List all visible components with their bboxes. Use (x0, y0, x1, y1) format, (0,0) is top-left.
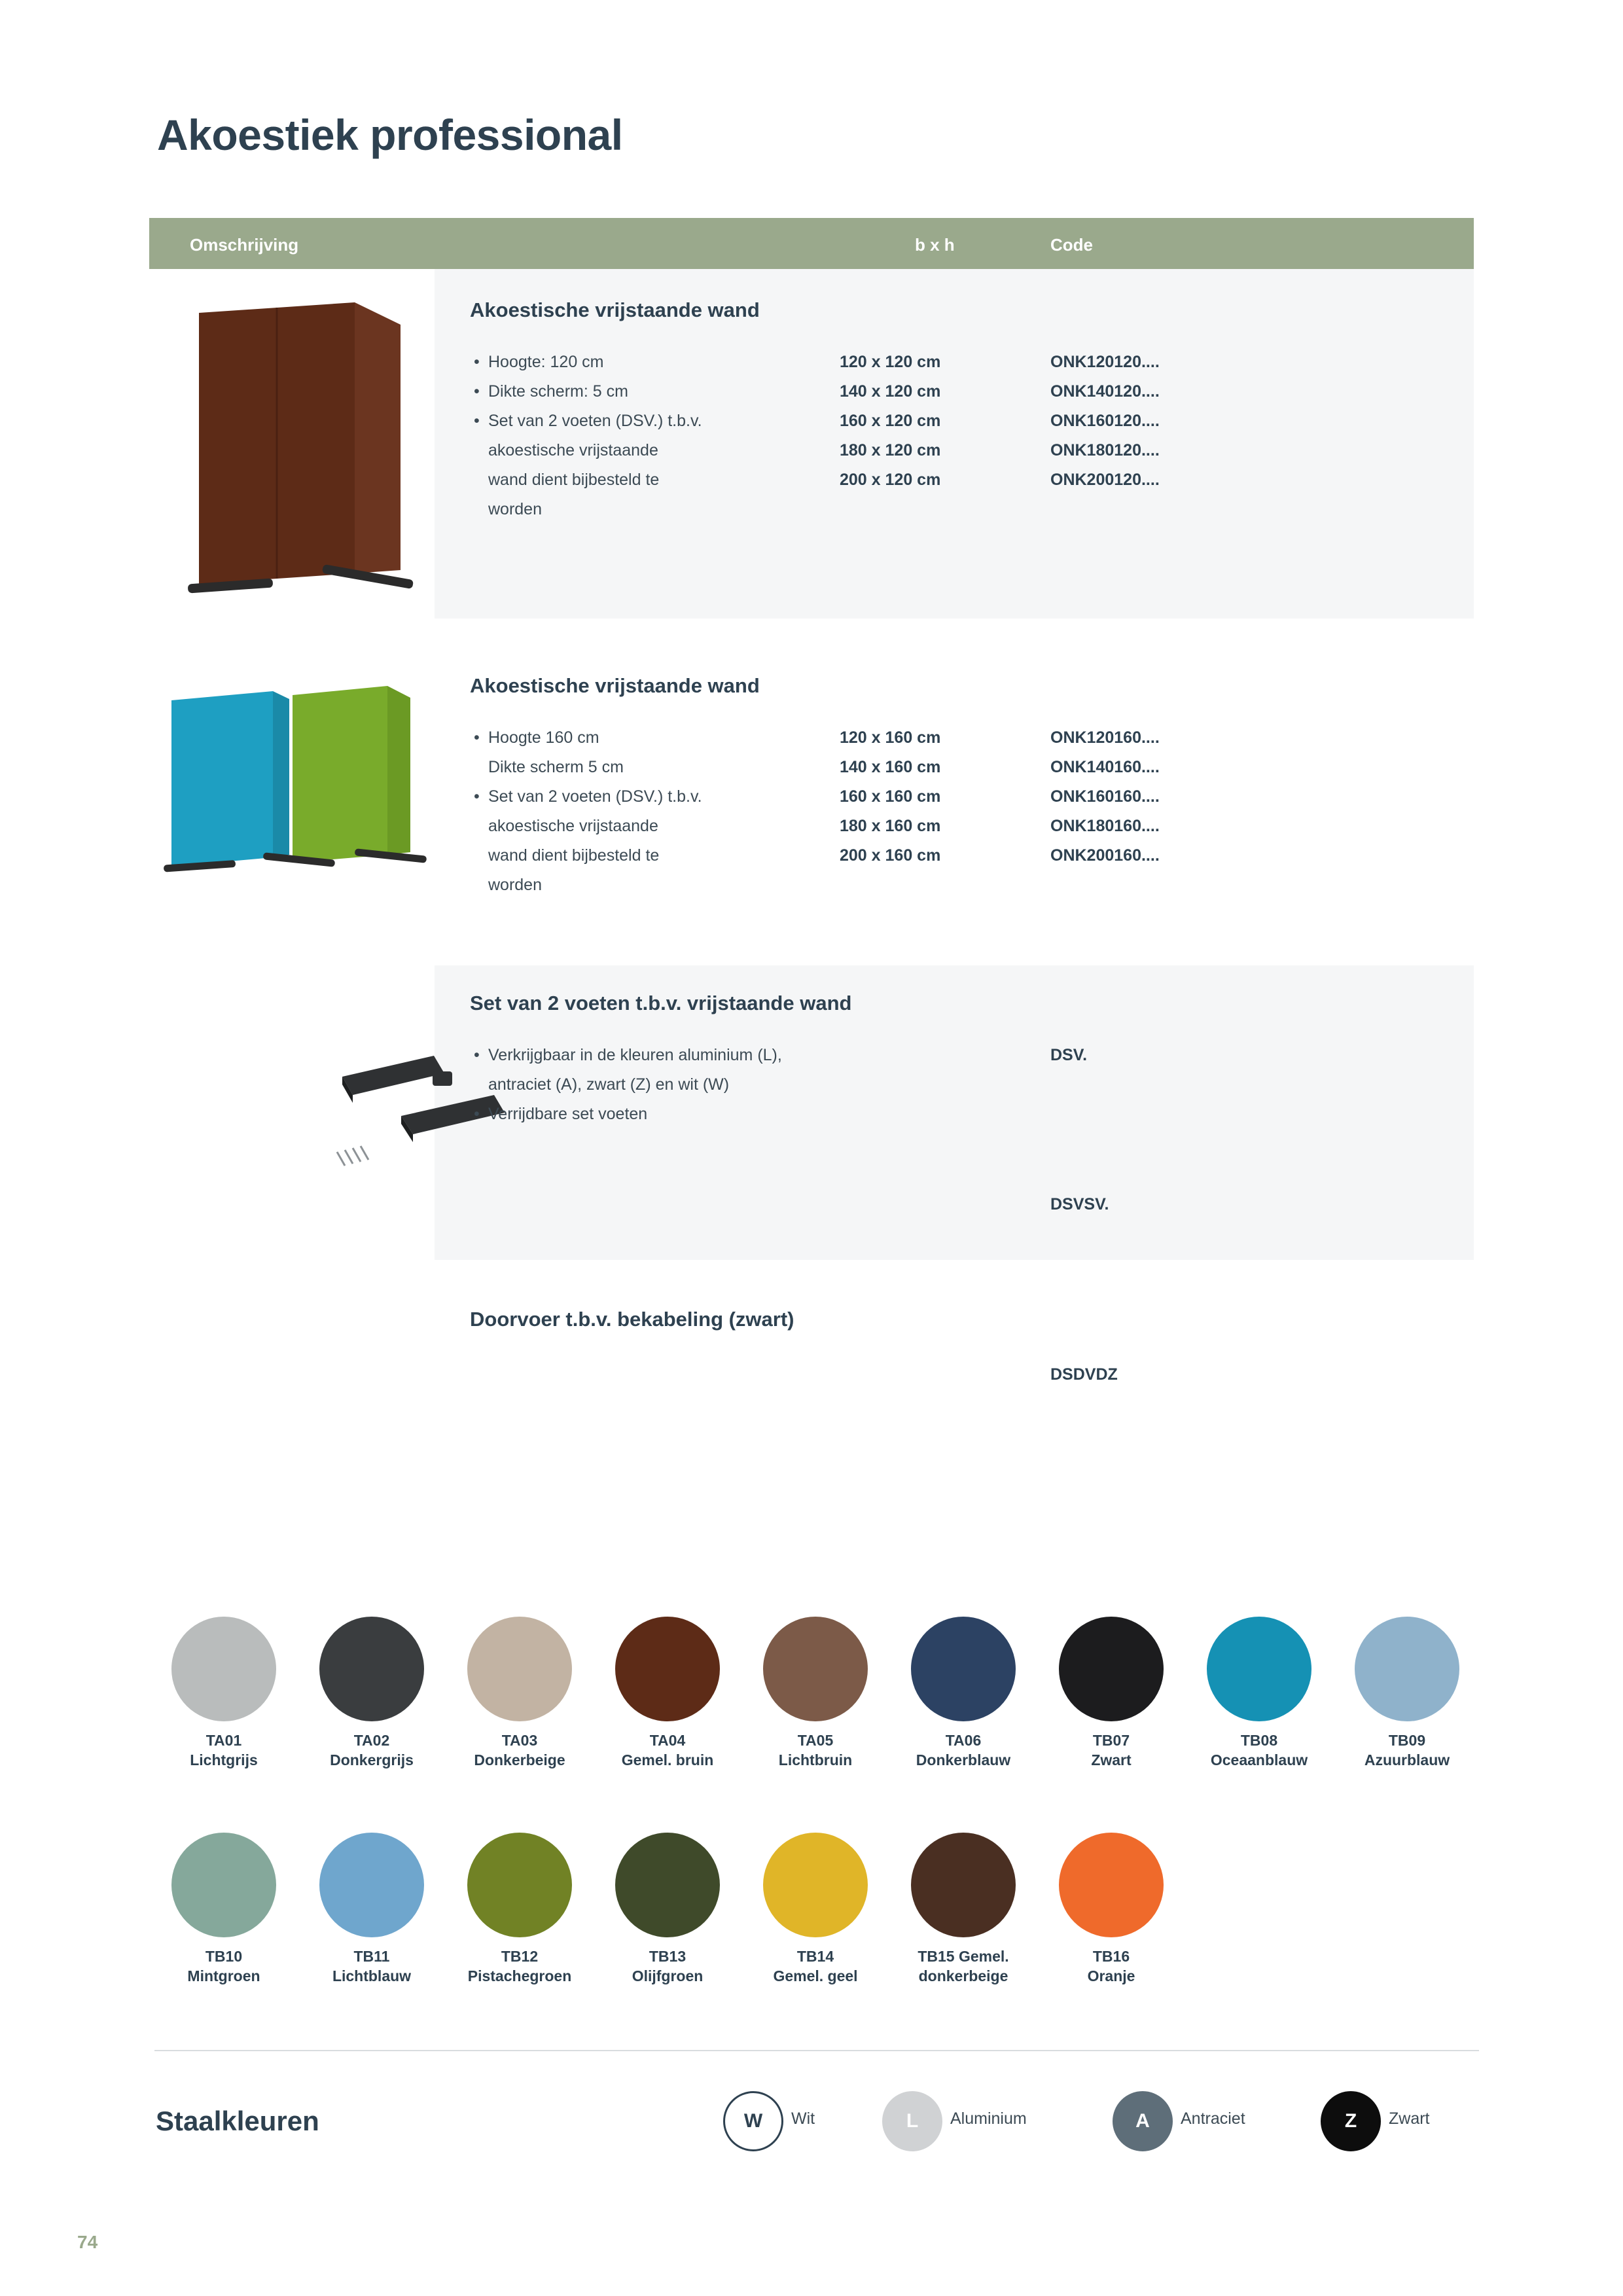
steel-color-circle: Z (1321, 2091, 1381, 2151)
steel-color-label: Wit (791, 2109, 815, 2128)
swatch-color-dot (615, 1833, 720, 1937)
size-value: 160 x 160 cm (840, 787, 941, 806)
steel-color-circle: A (1113, 2091, 1173, 2151)
swatch-tb14[interactable] (746, 1833, 885, 1986)
product-row-acoustic-wall-120 (149, 269, 1474, 619)
bullet-continuation: wand dient bijbesteld te (488, 846, 660, 865)
swatch-name: Pistachegroen (467, 1967, 572, 1984)
swatch-ta06[interactable] (894, 1617, 1033, 1770)
product-title: Doorvoer t.b.v. bekabeling (zwart) (470, 1308, 794, 1331)
swatch-code: TB15 Gemel. (918, 1948, 1009, 1965)
bullet-item: • Dikte scherm: 5 cm (471, 377, 779, 406)
swatch-name: Donkerblauw (916, 1751, 1011, 1768)
product-bullets (471, 723, 779, 900)
swatch-tb13[interactable] (598, 1833, 737, 1986)
swatch-code: TB10 (205, 1948, 243, 1965)
product-bullets (471, 1041, 929, 1129)
steel-color-label: Zwart (1389, 2109, 1430, 2128)
swatch-code: TB14 (796, 1948, 834, 1965)
swatch-tb07[interactable] (1042, 1617, 1181, 1770)
code-list (1050, 348, 1160, 495)
steel-color-circle: W (723, 2091, 783, 2151)
bullet-item: • Verkrijgbaar in de kleuren aluminium (L), (471, 1041, 929, 1070)
size-value: 140 x 120 cm (840, 382, 941, 401)
swatch-ta05[interactable] (746, 1617, 885, 1770)
steel-color-label: Antraciet (1181, 2109, 1245, 2128)
swatch-tb10[interactable] (154, 1833, 293, 1986)
swatch-color-dot (467, 1833, 572, 1937)
bullet-continuation: akoestische vrijstaande (488, 441, 658, 459)
bullet-item: • Hoogte: 120 cm (471, 348, 779, 377)
swatch-name: Mintgroen (187, 1967, 260, 1984)
swatch-color-dot (319, 1833, 424, 1937)
swatch-code: TA03 (501, 1732, 538, 1749)
bullet-continuation: wand dient bijbesteld te (488, 471, 660, 489)
swatch-name: Olijfgroen (632, 1967, 704, 1984)
size-value: 200 x 160 cm (840, 846, 941, 865)
page-title: Akoestiek professional (157, 111, 623, 159)
swatch-code: TB11 (353, 1948, 390, 1965)
code-value: ONK160120.... (1050, 412, 1160, 430)
steel-option-antraciet[interactable] (1113, 2091, 1245, 2151)
code-list-secondary (1050, 1190, 1109, 1219)
swatch-color-dot (1355, 1617, 1459, 1721)
code-value: DSV. (1050, 1046, 1088, 1064)
size-value: 180 x 120 cm (840, 441, 941, 459)
code-value: ONK160160.... (1050, 787, 1160, 806)
code-value: ONK200160.... (1050, 846, 1160, 865)
code-value: ONK120120.... (1050, 353, 1160, 371)
swatch-name: Oranje (1087, 1967, 1135, 1984)
steel-option-wit[interactable] (723, 2091, 815, 2151)
column-header-dimensions: b x h (915, 235, 955, 255)
swatch-code: TA06 (945, 1732, 982, 1749)
swatch-color-dot (171, 1833, 276, 1937)
swatch-color-dot (911, 1833, 1016, 1937)
steel-color-label: Aluminium (950, 2109, 1027, 2128)
swatch-color-dot (763, 1833, 868, 1937)
size-value: 200 x 120 cm (840, 471, 941, 489)
bullet-continuation: worden (488, 876, 542, 894)
swatch-tb16[interactable] (1042, 1833, 1181, 1986)
swatch-color-dot (467, 1617, 572, 1721)
size-list (840, 348, 940, 495)
code-list (1050, 1360, 1118, 1390)
acoustic-wall-brown-illustration (158, 298, 433, 606)
swatch-ta03[interactable] (450, 1617, 589, 1770)
size-value: 120 x 160 cm (840, 728, 941, 747)
swatch-ta04[interactable] (598, 1617, 737, 1770)
swatch-code: TB16 (1092, 1948, 1130, 1965)
swatch-code: TB08 (1240, 1732, 1278, 1749)
swatch-tb15[interactable] (894, 1833, 1033, 1986)
code-value: ONK180160.... (1050, 817, 1160, 835)
steel-colors-label: Staalkleuren (156, 2106, 319, 2136)
swatch-color-dot (1059, 1833, 1164, 1937)
swatch-color-dot (615, 1617, 720, 1721)
swatch-color-dot (171, 1617, 276, 1721)
steel-option-zwart[interactable] (1321, 2091, 1430, 2151)
swatch-code: TB12 (501, 1948, 539, 1965)
product-row-acoustic-wall-160 (149, 645, 1474, 920)
swatch-tb11[interactable] (302, 1833, 441, 1986)
code-list (1050, 1041, 1087, 1070)
bullet-item: • Hoogte 160 cm (471, 723, 779, 753)
acoustic-wall-blue-green-illustration (158, 668, 433, 903)
bullet-item: • Verrijdbare set voeten (471, 1100, 929, 1129)
swatch-tb12[interactable] (450, 1833, 589, 1986)
swatch-name: Oceaanblauw (1210, 1751, 1308, 1768)
size-value: 140 x 160 cm (840, 758, 941, 776)
swatch-code: TB09 (1388, 1732, 1426, 1749)
swatch-name: donkerbeige (918, 1967, 1008, 1984)
steel-color-circle: L (882, 2091, 942, 2151)
swatch-code: TA05 (797, 1732, 834, 1749)
code-value: ONK200120.... (1050, 471, 1160, 489)
swatch-ta01[interactable] (154, 1617, 293, 1770)
bullet-item: • Set van 2 voeten (DSV.) t.b.v. (471, 782, 779, 812)
swatch-ta02[interactable] (302, 1617, 441, 1770)
swatch-name: Donkergrijs (330, 1751, 414, 1768)
product-title: Akoestische vrijstaande wand (470, 298, 760, 321)
column-header-description: Omschrijving (190, 235, 299, 255)
swatch-name: Azuurblauw (1364, 1751, 1450, 1768)
swatch-name: Lichtgrijs (190, 1751, 258, 1768)
product-row-feet-set (149, 965, 1474, 1260)
swatch-tb09[interactable] (1338, 1617, 1476, 1770)
size-value: 160 x 120 cm (840, 412, 941, 430)
swatch-code: TA02 (353, 1732, 390, 1749)
code-value: ONK140160.... (1050, 758, 1160, 776)
product-bullets (471, 348, 779, 524)
swatch-name: Zwart (1091, 1751, 1132, 1768)
bullet-continuation: akoestische vrijstaande (488, 817, 658, 835)
code-value: DSDVDZ (1050, 1365, 1118, 1384)
size-value: 180 x 160 cm (840, 817, 941, 835)
swatch-code: TA04 (649, 1732, 686, 1749)
code-value: ONK180120.... (1050, 441, 1160, 459)
swatch-color-dot (319, 1617, 424, 1721)
bullet-continuation: antraciet (A), zwart (Z) en wit (W) (488, 1075, 730, 1094)
code-list (1050, 723, 1160, 870)
footer-divider (154, 2050, 1479, 2051)
swatch-color-dot (911, 1617, 1016, 1721)
column-header-code: Code (1050, 235, 1093, 255)
product-row-cable-duct (149, 1283, 1474, 1394)
swatch-color-dot (1207, 1617, 1311, 1721)
swatch-code: TB07 (1092, 1732, 1130, 1749)
swatch-name: Donkerbeige (474, 1751, 565, 1768)
table-header-bar (149, 218, 1474, 269)
product-title: Set van 2 voeten t.b.v. vrijstaande wand (470, 992, 852, 1014)
swatch-code: TA01 (205, 1732, 242, 1749)
swatch-name: Lichtblauw (332, 1967, 412, 1984)
bullet-item: • Set van 2 voeten (DSV.) t.b.v. (471, 406, 779, 436)
code-value: ONK140120.... (1050, 382, 1160, 401)
swatch-color-dot (763, 1617, 868, 1721)
code-value: ONK120160.... (1050, 728, 1160, 747)
swatch-name: Gemel. geel (773, 1967, 858, 1984)
swatch-name: Lichtbruin (778, 1751, 853, 1768)
size-list (840, 723, 940, 870)
bullet-continuation: Dikte scherm 5 cm (488, 758, 624, 776)
swatch-name: Gemel. bruin (621, 1751, 714, 1768)
page-number: 74 (77, 2232, 98, 2252)
code-value: DSVSV. (1050, 1195, 1109, 1213)
product-title: Akoestische vrijstaande wand (470, 674, 760, 697)
size-value: 120 x 120 cm (840, 353, 941, 371)
bullet-continuation: worden (488, 500, 542, 518)
swatch-code: TB13 (649, 1948, 687, 1965)
steel-option-aluminium[interactable] (882, 2091, 1027, 2151)
swatch-color-dot (1059, 1617, 1164, 1721)
swatch-tb08[interactable] (1190, 1617, 1329, 1770)
